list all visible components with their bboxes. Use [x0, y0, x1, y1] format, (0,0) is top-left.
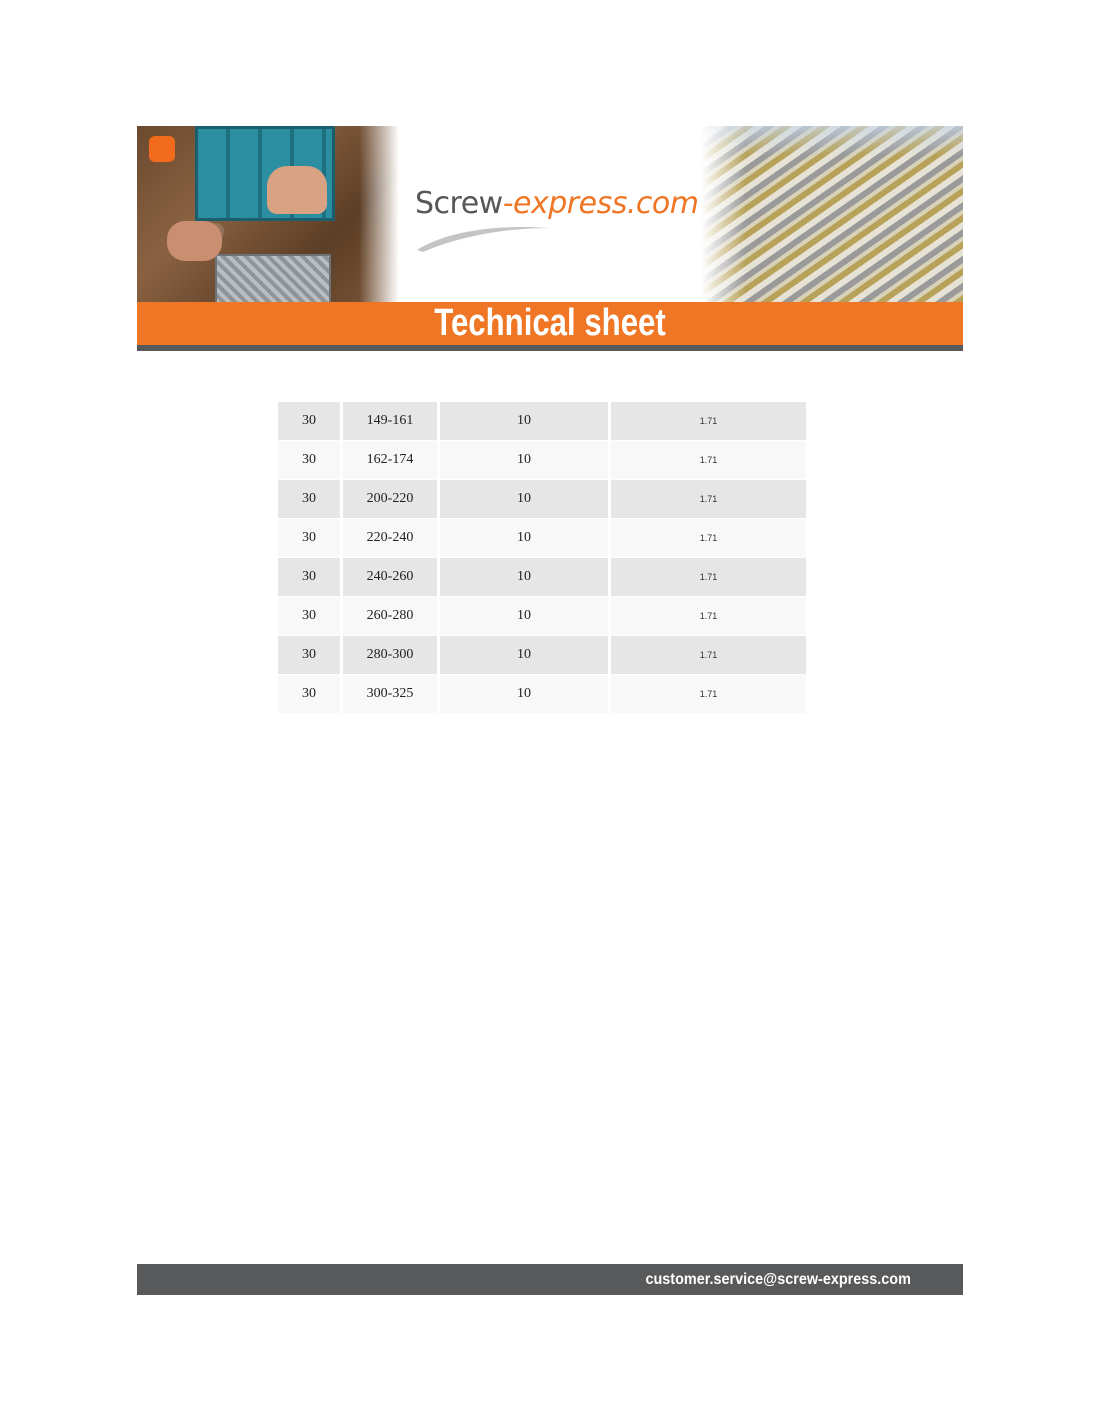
table-cell: 30	[278, 519, 343, 558]
table-cell: 260-280	[343, 597, 440, 636]
photo-fade	[359, 126, 399, 302]
tape-measure	[149, 136, 175, 162]
table-cell: 30	[278, 441, 343, 480]
table-cell: 1.71	[611, 558, 806, 597]
table-cell: 10	[440, 558, 611, 597]
header-banner	[137, 126, 963, 302]
table-row	[278, 441, 806, 480]
table-cell: 10	[440, 597, 611, 636]
logo-word-express: -express.com	[502, 186, 699, 221]
table-cell: 240-260	[343, 558, 440, 597]
table-cell: 30	[278, 675, 343, 714]
hand	[267, 166, 327, 214]
photo-fade	[701, 126, 746, 302]
table-row	[278, 597, 806, 636]
table-row	[278, 675, 806, 714]
table-cell: 1.71	[611, 636, 806, 675]
table-cell: 30	[278, 480, 343, 519]
table-cell: 1.71	[611, 519, 806, 558]
table-cell: 30	[278, 597, 343, 636]
table-cell: 1.71	[611, 441, 806, 480]
tools-photo	[137, 126, 399, 302]
logo-swoosh-icon	[415, 222, 565, 252]
table-cell: 220-240	[343, 519, 440, 558]
table-cell: 280-300	[343, 636, 440, 675]
logo-wordmark	[415, 186, 698, 221]
hand	[167, 221, 222, 261]
table-cell: 200-220	[343, 480, 440, 519]
table-cell: 149-161	[343, 402, 440, 441]
table-row	[278, 558, 806, 597]
table-cell: 1.71	[611, 480, 806, 519]
footer-bar	[137, 1264, 963, 1295]
page-title: Technical sheet	[434, 302, 666, 344]
table-cell: 300-325	[343, 675, 440, 714]
table-row	[278, 480, 806, 519]
table-cell: 1.71	[611, 675, 806, 714]
table-cell: 10	[440, 402, 611, 441]
brand-logo	[415, 186, 705, 256]
table-row	[278, 402, 806, 441]
table-cell: 30	[278, 402, 343, 441]
table-row	[278, 636, 806, 675]
table-cell: 1.71	[611, 402, 806, 441]
table-cell: 1.71	[611, 597, 806, 636]
screws-photo	[701, 126, 963, 302]
table-row	[278, 519, 806, 558]
specification-table	[278, 402, 806, 714]
logo-word-screw: Screw	[415, 186, 503, 221]
contact-email: customer.service@screw-express.com	[645, 1271, 911, 1288]
specification-table-body	[278, 402, 806, 714]
table-cell: 10	[440, 441, 611, 480]
table-cell: 162-174	[343, 441, 440, 480]
table-cell: 30	[278, 558, 343, 597]
table-cell: 10	[440, 519, 611, 558]
table-cell: 10	[440, 675, 611, 714]
table-cell: 10	[440, 480, 611, 519]
table-cell: 10	[440, 636, 611, 675]
title-underline	[137, 345, 963, 351]
title-band	[137, 302, 963, 345]
table-cell: 30	[278, 636, 343, 675]
screw-tray	[215, 254, 331, 302]
